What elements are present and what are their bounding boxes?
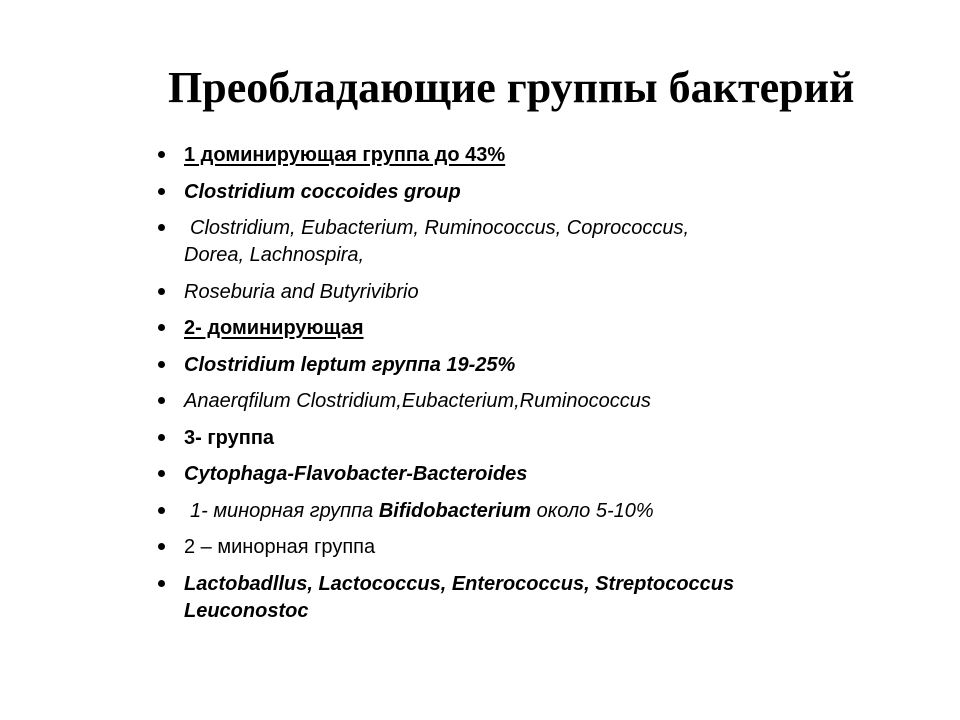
list-item [158,142,938,169]
item-text-line1: Clostridium, Eubacterium, Ruminococcus, Coprococcus, [190,217,690,239]
item-text-line2: Leuconostoc [184,599,309,622]
list-item [158,388,938,415]
item-text: Clostridium coccoides group [184,180,461,203]
item-text-suffix: около 5-10% [536,499,654,522]
list-item [158,315,938,342]
item-text: Clostridium leptum группа 19-25% [184,353,516,376]
bullet-icon [158,470,165,477]
list-item [158,179,938,206]
list-item [158,352,938,379]
bullet-icon [158,324,165,331]
bullet-icon [158,188,165,195]
item-text-line2: Dorea, Lachnospira, [184,244,365,266]
item-text-prefix: 1- минорная группа [190,499,374,522]
item-text-bold: Bifidobacterium [378,499,532,522]
list-item [158,534,938,561]
list-item [158,425,938,452]
bullet-icon [158,151,165,158]
item-text: Anaerqfilum Clostridium,Eubacterium,Ruminococcus [184,390,651,412]
list-item [158,461,938,488]
list-item [158,498,938,525]
item-text: 3- группа [184,426,275,449]
bullet-icon [158,224,165,231]
bullet-icon [158,361,165,368]
bullet-list [158,142,938,634]
bullet-icon [158,288,165,295]
bullet-icon [158,434,165,441]
list-item [158,279,938,306]
item-text: Roseburia and Butyrivibrio [184,280,419,303]
item-text: 2 – минорная группа [184,536,376,558]
slide-title: Преобладающие группы бактерий [168,63,855,112]
bullet-icon [158,543,165,550]
bullet-icon [158,397,165,404]
item-text: 1 доминирующая группа до 43% [184,144,506,166]
bullet-icon [158,580,165,587]
item-text: Cytophaga-Flavobacter-Bacteroides [184,463,528,485]
list-item [158,571,938,625]
bullet-icon [158,507,165,514]
item-text: 2- доминирующая [184,317,364,339]
list-item [158,215,938,269]
item-text-line1: Lactobadllus, Lactococcus, Enterococcus, Streptococcus [184,572,735,595]
